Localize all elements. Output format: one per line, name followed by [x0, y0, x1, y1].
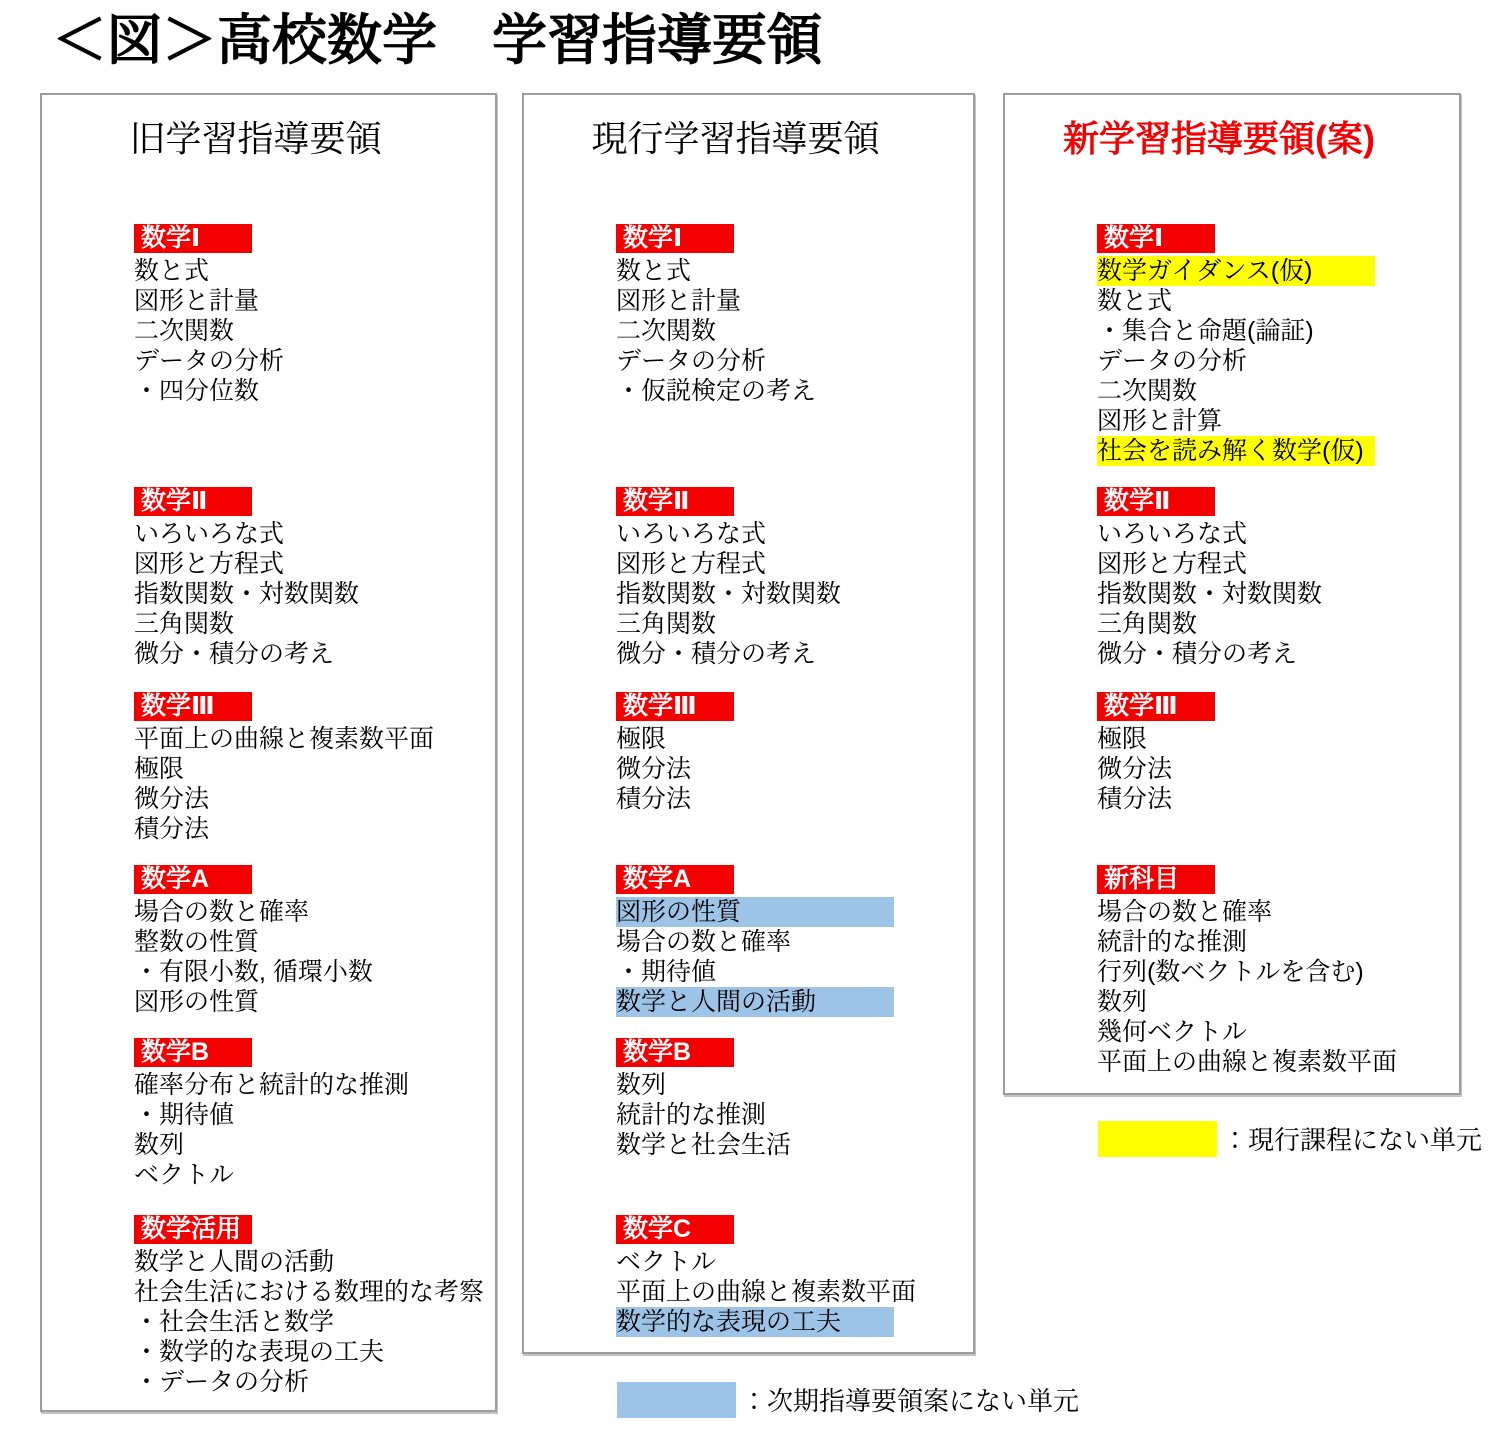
unit-highlight-blue: 図形の性質: [616, 897, 894, 927]
unit-item: [1097, 256, 1375, 286]
course-label: 数学A: [134, 865, 252, 894]
unit-item: 指数関数・対数関数: [1097, 580, 1323, 608]
unit-item: 指数関数・対数関数: [134, 580, 360, 608]
unit-item: 微分・積分の考え: [616, 640, 817, 668]
unit-item: 統計的な推測: [616, 1101, 767, 1129]
unit-item: 数学と社会生活: [616, 1131, 792, 1159]
unit-item: 二次関数: [134, 317, 235, 345]
course-section: [134, 487, 359, 669]
unit-item: 微分・積分の考え: [1097, 640, 1298, 668]
course-section: [1097, 865, 1397, 1077]
course-label: 数学Ⅰ: [134, 224, 252, 253]
course-label: 数学Ⅰ: [1097, 224, 1215, 253]
unit-item: ・数学的な表現の工夫: [134, 1338, 385, 1366]
legend-yellow-label: ：現行課程にない単元: [1222, 1125, 1483, 1155]
course-section: [134, 224, 284, 406]
unit-item: 行列(数ベクトルを含む): [1097, 958, 1364, 986]
unit-item: 数列: [1097, 988, 1148, 1016]
legend-yellow-swatch: [1098, 1121, 1217, 1157]
course-section: [616, 224, 816, 406]
unit-item: [616, 1307, 916, 1337]
unit-item: 図形と計算: [1097, 407, 1223, 435]
unit-item: 極限: [616, 725, 667, 753]
unit-item: 三角関数: [616, 610, 717, 638]
unit-item: 図形と方程式: [134, 550, 285, 578]
course-label: 数学Ⅲ: [134, 692, 252, 721]
unit-item: 場合の数と確率: [1097, 898, 1273, 926]
unit-item: 二次関数: [1097, 377, 1198, 405]
unit-item: ・期待値: [134, 1101, 235, 1129]
unit-item: 幾何ベクトル: [1097, 1018, 1248, 1046]
unit-item: 三角関数: [134, 610, 235, 638]
column-old-guidelines: [40, 93, 497, 1412]
unit-item: 統計的な推測: [1097, 928, 1248, 956]
unit-item: 図形の性質: [134, 988, 260, 1016]
unit-item: 積分法: [616, 785, 692, 813]
unit-item: 積分法: [134, 815, 210, 843]
course-label: 数学Ⅰ: [616, 224, 734, 253]
course-section: [616, 1038, 791, 1160]
unit-item: データの分析: [616, 347, 767, 375]
unit-item: いろいろな式: [616, 520, 767, 548]
unit-item: 整数の性質: [134, 928, 260, 956]
course-label: 新科目: [1097, 865, 1215, 894]
course-label: 数学A: [616, 865, 734, 894]
unit-item: 場合の数と確率: [134, 898, 310, 926]
unit-item: ベクトル: [616, 1248, 717, 1276]
unit-item: [616, 897, 894, 927]
page-title: ＜図＞高校数学 学習指導要領: [52, 9, 823, 71]
course-label: 数学Ⅱ: [1097, 487, 1215, 516]
unit-item: 微分法: [616, 755, 692, 783]
column-current-guidelines: [522, 93, 975, 1354]
unit-item: [616, 987, 894, 1017]
unit-highlight-blue: 数学的な表現の工夫: [616, 1307, 894, 1337]
course-label: 数学B: [134, 1038, 252, 1067]
unit-item: ・有限小数, 循環小数: [134, 958, 373, 986]
unit-item: 平面上の曲線と複素数平面: [1097, 1048, 1398, 1076]
unit-item: 社会生活における数理的な考察: [134, 1278, 485, 1306]
unit-item: 数列: [616, 1071, 667, 1099]
unit-item: ・集合と命題(論証): [1097, 317, 1314, 345]
course-label: 数学C: [616, 1215, 734, 1244]
unit-item: 微分・積分の考え: [134, 640, 335, 668]
course-section: [134, 1038, 409, 1190]
unit-item: 積分法: [1097, 785, 1173, 813]
unit-item: いろいろな式: [1097, 520, 1248, 548]
course-section: [134, 692, 434, 844]
course-section: [616, 865, 894, 1017]
legend-blue: [617, 1381, 1079, 1418]
unit-item: ・データの分析: [134, 1368, 310, 1396]
unit-highlight-yellow: 社会を読み解く数学(仮): [1097, 436, 1375, 466]
unit-highlight-blue: 数学と人間の活動: [616, 987, 894, 1017]
unit-highlight-yellow: 数学ガイダンス(仮): [1097, 256, 1375, 286]
unit-item: [1097, 436, 1375, 466]
course-label: 数学B: [616, 1038, 734, 1067]
unit-item: データの分析: [134, 347, 285, 375]
course-section: [134, 1215, 484, 1397]
course-label: 数学Ⅱ: [134, 487, 252, 516]
unit-item: ・仮説検定の考え: [616, 377, 817, 405]
course-label: 数学Ⅲ: [616, 692, 734, 721]
unit-item: ・期待値: [616, 958, 717, 986]
unit-item: 三角関数: [1097, 610, 1198, 638]
legend-yellow: [1098, 1120, 1482, 1157]
unit-item: 図形と計量: [134, 287, 260, 315]
unit-item: 図形と方程式: [1097, 550, 1248, 578]
unit-item: 二次関数: [616, 317, 717, 345]
unit-item: 微分法: [134, 785, 210, 813]
unit-item: 微分法: [1097, 755, 1173, 783]
legend-blue-label: ：次期指導要領案にない単元: [741, 1386, 1080, 1416]
unit-item: 図形と計量: [616, 287, 742, 315]
course-section: [1097, 692, 1215, 814]
unit-item: 数学と人間の活動: [134, 1248, 335, 1276]
unit-item: いろいろな式: [134, 520, 285, 548]
course-label: 数学活用: [134, 1215, 252, 1244]
course-label: 数学Ⅲ: [1097, 692, 1215, 721]
unit-item: 場合の数と確率: [616, 928, 792, 956]
unit-item: 数と式: [616, 257, 692, 285]
unit-item: 数と式: [1097, 287, 1173, 315]
column-header-old: 旧学習指導要領: [129, 118, 382, 159]
unit-item: 確率分布と統計的な推測: [134, 1071, 410, 1099]
course-section: [1097, 224, 1375, 466]
legend-blue-swatch: [617, 1382, 736, 1418]
course-section: [616, 1215, 916, 1337]
unit-item: データの分析: [1097, 347, 1248, 375]
course-section: [616, 692, 734, 814]
unit-item: 図形と方程式: [616, 550, 767, 578]
unit-item: 指数関数・対数関数: [616, 580, 842, 608]
unit-item: 極限: [134, 755, 185, 783]
course-section: [134, 865, 373, 1017]
unit-item: ・社会生活と数学: [134, 1308, 335, 1336]
course-section: [1097, 487, 1322, 669]
unit-item: 数列: [134, 1131, 185, 1159]
column-header-current: 現行学習指導要領: [591, 118, 880, 159]
unit-item: 平面上の曲線と複素数平面: [616, 1278, 917, 1306]
course-section: [616, 487, 841, 669]
unit-item: 数と式: [134, 257, 210, 285]
course-label: 数学Ⅱ: [616, 487, 734, 516]
unit-item: 平面上の曲線と複素数平面: [134, 725, 435, 753]
unit-item: ベクトル: [134, 1161, 235, 1189]
column-header-new: 新学習指導要領(案): [1063, 118, 1375, 159]
unit-item: ・四分位数: [134, 377, 260, 405]
column-new-guidelines: [1003, 93, 1461, 1095]
unit-item: 極限: [1097, 725, 1148, 753]
